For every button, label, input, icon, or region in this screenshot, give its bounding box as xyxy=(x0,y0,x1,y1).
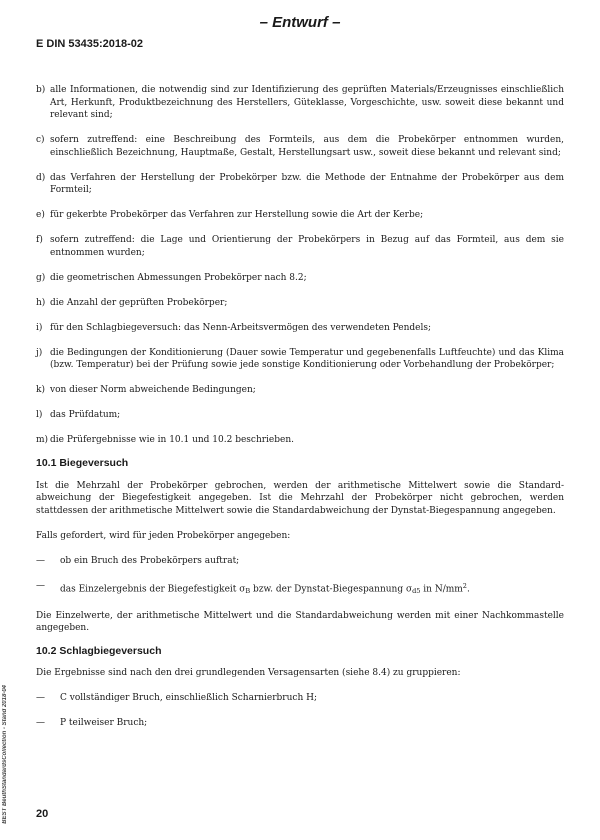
dash-item-text: das Einzelergebnis der Biegefestigkeit σ xyxy=(60,584,246,595)
section-heading-10-2: 10.2 Schlagbiegeversuch xyxy=(36,644,162,657)
dash-item-text: P teilweiser Bruch; xyxy=(60,718,148,729)
list-marker: e) xyxy=(36,210,45,221)
list-item-e xyxy=(36,209,564,222)
list-item-text: alle Informationen, die notwendig sind zur Identifizierung des geprüften Materials/Erzeugnisses einschließlich Art, Herkunft, Produktbezeichnung des Herstellers, Güteklasse, Vorgeschichte, usw. soweit diese bekannt und relevant sind; xyxy=(50,85,564,121)
section-heading-10-1: 10.1 Biegeversuch xyxy=(36,456,129,469)
list-item-text: von dieser Norm abweichende Bedingungen; xyxy=(50,385,256,396)
list-item-h xyxy=(36,297,564,310)
list-item-f xyxy=(36,234,564,259)
dash-item-text: ob ein Bruch des Probekörpers auftrat; xyxy=(60,555,240,566)
superscript: 2 xyxy=(462,581,467,590)
dash-item xyxy=(36,717,564,730)
list-marker: c) xyxy=(36,135,45,146)
dash-item-text: . xyxy=(466,584,470,595)
list-marker: k) xyxy=(36,385,45,396)
list-item-text: das Prüfdatum; xyxy=(50,410,121,421)
dash-marker: — xyxy=(36,555,45,566)
list-item-i xyxy=(36,322,564,335)
list-item-l xyxy=(36,409,564,422)
list-marker: d) xyxy=(36,172,46,183)
list-item-text: für gekerbte Probekörper das Verfahren zur Herstellung sowie die Art der Kerbe; xyxy=(50,210,424,221)
list-marker: f) xyxy=(36,235,43,246)
dash-item xyxy=(36,692,564,705)
list-item-text: das Verfahren der Herstellung der Probekörper bzw. die Methode der Entnahme der Probekörper aus dem Formteil; xyxy=(50,172,564,196)
dash-item-text: C vollständiger Bruch, einschließlich Scharnierbruch H; xyxy=(60,693,317,704)
subscript: d5 xyxy=(412,586,421,595)
subscript: B xyxy=(245,586,251,595)
list-item-text: die Prüfergebnisse wie in 10.1 und 10.2 beschrieben. xyxy=(50,435,295,446)
section-10-1-closing: Die Einzelwerte, der arithmetische Mittelwert und die Standardabweichung werden mit einer Nachkommastelle angegeben. xyxy=(36,610,564,634)
section-10-1-paragraph: Ist die Mehrzahl der Probekörper gebrochen, werden der arithmetische Mittelwert sowie die Standard-abweichung der Biegefestigkeit angegeben. Ist die Mehrzahl der Probekörper nicht gebrochen, werden stattdessen der arithmetische Mittelwert sowie die Standardabweichung der Dynstat-Biegespannung angegeben. xyxy=(36,480,564,516)
list-item-g xyxy=(36,272,564,285)
section-10-2-intro: Die Ergebnisse sind nach den drei grundlegenden Versagensarten (siehe 8.4) zu gruppieren: xyxy=(36,668,461,679)
dash-item xyxy=(36,580,564,598)
list-item-text: sofern zutreffend: die Lage und Orientierung der Probekörpers in Bezug auf das Formteil, aus dem sie entnommen wurden; xyxy=(50,235,564,258)
list-item-text: sofern zutreffend: eine Beschreibung des Formteils, aus dem die Probekörper entnommen wurden, einschließlich Bezeichnung, Hauptmaße, Gestalt, Herstellungsart usw., soweit diese bekannt und relevant sind; xyxy=(50,135,564,158)
document-id: E DIN 53435:2018-02 xyxy=(36,38,144,50)
dash-item xyxy=(36,555,564,568)
dash-item-text: in N/mm xyxy=(420,584,463,595)
dash-marker: — xyxy=(36,580,45,591)
page-content xyxy=(36,84,564,730)
list-marker: j) xyxy=(36,347,43,358)
section-10-1-intro: Falls gefordert, wird für jeden Probekörper angegeben: xyxy=(36,530,291,541)
list-marker: i) xyxy=(36,322,43,333)
list-item-b xyxy=(36,84,564,122)
list-item-d xyxy=(36,172,564,197)
dash-marker: — xyxy=(36,693,45,704)
list-item-text: die Anzahl der geprüften Probekörper; xyxy=(50,297,228,308)
list-item-c xyxy=(36,134,564,159)
list-marker: m) xyxy=(36,435,49,446)
side-note: BEST BeuthStandardsCollection - Stand 2018-04 xyxy=(2,685,8,824)
page-number: 20 xyxy=(36,808,49,820)
list-marker: l) xyxy=(36,410,43,421)
list-item-text: die geometrischen Abmessungen Probekörper nach 8.2; xyxy=(50,272,307,283)
list-marker: g) xyxy=(36,272,46,283)
list-marker: b) xyxy=(36,85,46,95)
list-item-j xyxy=(36,347,564,372)
list-item-text: für den Schlagbiegeversuch: das Nenn-Arbeitsvermögen des verwendeten Pendels; xyxy=(50,322,431,333)
dash-marker: — xyxy=(36,718,45,729)
list-marker: h) xyxy=(36,297,46,308)
list-item-m xyxy=(36,434,564,447)
list-item-k xyxy=(36,384,564,397)
dash-item-text: bzw. der Dynstat-Biegespannung σ xyxy=(250,584,413,595)
draft-label: – Entwurf – xyxy=(259,14,341,31)
list-item-text: die Bedingungen der Konditionierung (Dauer sowie Temperatur und gegebenenfalls Luftfeuchte) und das Klima (bzw. Temperatur) bei der Prüfung sowie jede sonstige Konditionierung oder Vorbehandlung der Probekörper; xyxy=(50,347,564,371)
